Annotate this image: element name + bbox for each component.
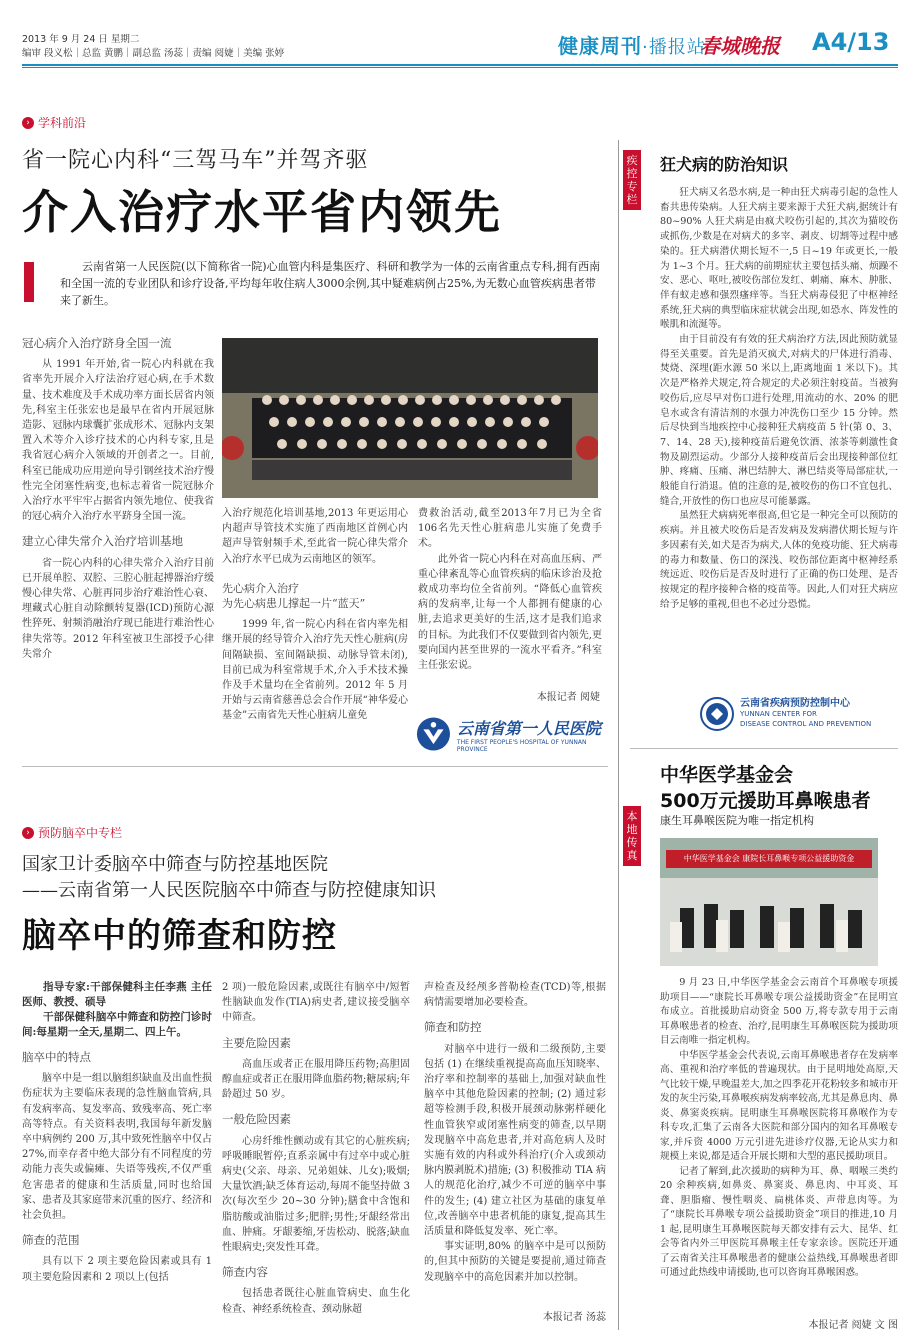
paragraph: 虽然狂犬病病死率很高,但它是一种完全可以预防的疾病。并且被犬咬伤后是否发病及发病潜伏期长短与许多因素有关,如犬是否为病犬,人体的免疫功能、狂犬病毒的毒力和数量、伤口的深浅、咬伤部位距离中枢神经系统远近、咬伤后是否及时进行了正确的伤口处理、是否按规定的程序接种合格的疫苗等。因此,人们对狂犬病应给予足够的重视,但也不必过分恐慌。 [660,510,898,610]
paragraph: 具有以下 2 项主要危险因素或具有 1 项主要危险因素和 2 项以上(包括 [22,1256,212,1283]
chevron-right-icon: › [22,827,34,839]
paragraph: 省一院心内科的心律失常介入治疗目前已开展单腔、双腔、三腔心脏起搏器治疗缓慢心律失常、心脏再同步治疗难治性心衰、埋藏式心脏自动除颤转复器(ICD)预防心源性猝死、射频消融治疗现已能进行难治性心律失常等。2012 年科室被卫生部授予心律失常介 [22,557,214,660]
article-divider [22,766,608,767]
paragraph: 包括患者既往心脏血管病史、血生化检查、神经系统检查、颈动脉超 [222,1288,410,1315]
sidebar2-body [660,976,898,1281]
section-heading: 一般危险因素 [222,1112,291,1127]
article1-col1 [22,336,214,662]
article2-col2 [222,980,410,1317]
cdc-logo [700,697,871,731]
sidebar1-title: 狂犬病的防治知识 [660,155,789,174]
article2-subtitle-line1: 国家卫计委脑卒中筛查与防控基地医院 [22,854,328,875]
article2-byline: 本报记者 汤蕊 [542,1312,606,1323]
section-tag-frontier [22,114,86,131]
sidebar-divider [630,748,898,749]
header-rule-thin [22,67,898,68]
page-number: A4/13 [812,28,890,56]
header-date: 2013 年 9 月 24 日 星期二 [22,34,140,45]
hospital-emblem-icon [416,715,451,753]
paragraph: 从 1991 年开始,省一院心内科就在我省率先开展介入疗法治疗冠心病,在手术数量、技术难度及手术成功率方面长居省内领先,科室主任张宏也是最早在省内开展冠脉造影、冠脉内球囊扩张成形术、冠脉内支架置入术等介入诊疗技术的心内科专家,且是我省冠心病介入领域的开创者之一。目前,科室已能成功应用逆向导引钢丝技术治疗慢性完全闭塞性病变,也标志着省一院冠脉介入治疗水平牢牢占据省内领先地位、使我省的冠心病介入治疗水平跻身全国一流。 [22,359,214,523]
cdc-name-en2: DISEASE CONTROL AND PREVENTION [740,720,872,728]
sidebar-tab-cdc: 疾控专栏 [623,150,641,210]
cdc-name: 云南省疾病预防控制中心 [740,698,850,709]
paragraph: 事实证明,80% 的脑卒中是可以预防的,但其中预防的关键是要提前,通过筛查发现脑卒中的高危因素并加以控制。 [424,1241,606,1283]
paragraph: 2 项)一般危险因素,或既往有脑卒中/短暂性脑缺血发作(TIA)病史者,建议接受脑卒中筛查。 [222,982,410,1024]
column-divider [618,140,619,1330]
section-heading: 先心病介入治疗 [222,581,299,595]
photo-banner-text: 中华医学基金会 康院长耳鼻喉专项公益援助资金 [683,854,855,863]
cdc-emblem-icon [700,697,734,731]
event-photo [660,838,878,966]
chevron-right-icon: › [22,117,34,129]
cdc-name-en1: YUNNAN CENTER FOR [740,710,817,718]
header-meta [22,33,284,61]
expert-info: 指导专家:干部保健科主任李燕 主任医师、教授、硕导 [22,981,212,1008]
sidebar2-title1: 中华医学基金会 [660,764,794,786]
paragraph: 费救治活动,截至2013年7月已为全省106名先天性心脏病患儿实施了免费手术。 [418,508,602,550]
header-brand [558,30,706,59]
paragraph: 中华医学基金会代表说,云南耳鼻喉患者存在发病率高、重视和治疗率低的普遍现状。由于昆明地处高原,天气比较干燥,早晚温差大,加之四季花开花粉较多和城市开发的灰尘污染,耳鼻喉疾病发病率较高,尤其是鼻息肉、鼻炎、鼻窦炎疾病。昆明康生耳鼻喉医院将耳鼻喉作为专科专攻,汇集了云南各大医院和部分国内的知名耳鼻喉专家,并斥资 4000 万元引进先进诊疗仪器,无论从实力和规模上来说,都是适合开展长期和大型的惠民援助项目。 [660,1049,898,1162]
article2-col1 [22,980,212,1285]
paragraph: 1999 年,省一院心内科在省内率先相继开展的经导管介入治疗先天性心脏病(房间隔缺损、室间隔缺损、动脉导管未闭),目前已成为科室常规手术,介入手术技术操作及手术量均在全省前列。2012 年 5 月开始与云南省慈善总会合作开展“神华爱心基金”云南省先天性心脏病儿童免 [222,619,408,722]
article2-subtitle-line2: ——云南省第一人民医院脑卒中筛查与防控健康知识 [22,880,436,901]
article2-subtitle [22,852,436,904]
section-heading: 筛查和防控 [424,1020,482,1035]
article1-byline: 本报记者 阅婕 [536,692,600,703]
section-heading: 冠心病介入治疗跻身全国一流 [22,336,172,350]
group-photo-art [222,338,598,498]
brand-sub: ·播报站 [642,37,706,58]
paragraph: 由于目前没有有效的狂犬病治疗方法,因此预防就显得至关重要。首先是消灭疯犬,对病犬的尸体进行消毒、焚烧、深埋(距水源 50 米以上,距离地面 1 米以下)。其次是严格养犬规定,符合规定的犬必须注射疫苗。当被狗咬伤后,应尽早对伤口进行处理,用流动的水、20% 的肥皂水或含有清洁剂的水强力冲洗伤口至少 15 分钟。然后尽快到当地疾控中心接种狂犬病疫苗 5 针(第 0、3、7、14、28 天),接种疫苗后避免饮酒、浓茶等刺激性食物及剧烈运动。少部分人接种疫苗后会出现接种部位红肿、疼痛、压痛、淋巴结肿大、淋巴结炎等局部症状,一般能自行消退。值的注意的是,被咬伤的伤口不宜包扎、缝合,开放性的伤口也应尽可能暴露。 [660,334,898,507]
sidebar-tab-local: 本地传真 [623,806,641,866]
article1-subtitle: 省一院心内科“三驾马车”并驾齐驱 [22,148,369,173]
group-photo [222,338,598,498]
section-heading: 脑卒中的特点 [22,1050,91,1064]
hospital-name: 云南省第一人民医院 [456,718,601,738]
paragraph: 记者了解到,此次援助的病种为耳、鼻、咽喉三类约 20 余种疾病,如鼻炎、鼻窦炎、鼻息肉、中耳炎、耳聋、胆脂瘤、慢性咽炎、扁桃体炎、声带息肉等。为了“康院长耳鼻喉专项公益援助资金”项目的推进,10 月 1 起,昆明康生耳鼻喉医院每天都安排有云大、昆华、红会等省内外三甲医院耳鼻喉主任专家亲诊。医院还开通了云南省关注耳鼻喉患者的健康公益热线,耳鼻喉患者即可通过此热线申请援助,也可以咨询耳鼻喉困惑。 [660,1165,898,1278]
article2-title: 脑卒中的筛查和防控 [22,916,337,956]
hospital-name-en: THE FIRST PEOPLE'S HOSPITAL OF YUNNAN PROVINCE [456,738,587,753]
paragraph: 狂犬病又名恐水病,是一种由狂犬病毒引起的急性人畜共患传染病。人狂犬病主要来源于犬狂犬病,据统计有 80~90% 人狂犬病是由疯犬咬伤引起的,其次为猫咬伤或抓伤,少数是在对病犬的多宰、剥皮、切割等过程中感染的。狂犬病潜伏期长短不一,5 日~19 年或更长,一般为 1~3 个月。狂犬病的前期症状主要包括头痛、烦躁不安、恶心、呕吐,被咬伤部位发红、刺痛、麻木、肿胀、伴有蚁走感和强烈瘙痒等。当狂犬病毒侵犯了中枢神经系统,狂犬病的典型临床症状就会出现,如恐水、阵发性的喉肌和流涎等。 [660,187,898,331]
paragraph: 心房纤维性颤动或有其它的心脏疾病;呼吸睡眠暂停;直系亲属中有过卒中或心脏病史(父亲、母亲、兄弟姐妹、儿女);吸烟;大量饮酒;缺乏体育运动,每周不能坚持做 3 次(每次至少 20~30 分钟);膳食中含饱和脂肪酸或油脂过多;肥胖;男性;牙龈经常出血、肿痛。牙龈萎缩,牙齿松动、脱落;缺血性眼病史;突发性耳聋。 [222,1135,410,1254]
hospital-logo [416,714,606,754]
paragraph: 入治疗规范化培训基地,2013 年更运用心内超声导管技术实施了西南地区首例心内超声导管射频手术,至此省一院心律失常介入治疗水平已成为云南地区的领军。 [222,508,408,565]
article1-col2 [222,506,408,724]
brand-name: 健康周刊 [558,34,642,58]
sidebar2-byline: 本报记者 阅婕 文 图 [808,1320,898,1331]
section-heading: 建立心律失常介入治疗培训基地 [22,534,183,549]
section-heading: 为先心病患儿撑起一片“蓝天” [222,597,366,611]
section-heading: 主要危险因素 [222,1035,291,1050]
section-tag-label: 学科前沿 [38,116,87,130]
sidebar1-body [660,186,898,612]
paragraph: 此外省一院心内科在对高血压病、严重心律紊乱等心血管疾病的临床诊治及抢救成功率均位全省前列。“降低心血管疾病的发病率,让每一个人都拥有健康的心脏,去追求更美好的生活,这才是我们追求的目标。为此我们不仅要做到省内领先,更要向国内甚至世界的一流水平看齐。”科室主任张宏说。 [418,553,602,672]
section-heading: 筛查的范围 [22,1233,80,1248]
sidebar2-subtitle: 康生耳鼻喉医院为唯一指定机构 [660,814,814,827]
newspaper-logo: 春城晚报 [700,34,780,58]
article1-col3 [418,506,602,673]
section-heading: 筛查内容 [222,1265,268,1280]
sidebar2-title2: 500万元援助耳鼻喉患者 [660,790,871,812]
article1-title: 介入治疗水平省内领先 [22,185,502,239]
paragraph: 脑卒中是一组以脑组织缺血及出血性损伤症状为主要临床表现的急性脑血管病,具有发病率高、复发率高、致残率高、死亡率高等特点。有关资料表明,我国每年新发脑卒中病例约 200 万,其中致死性脑卒中仅占 27%,而幸存者中绝大部分有不同程度的劳动能力丧失或偏瘫、失语等残疾,不仅严重危害患者的健康和生活质量,同时也给国家、患者及其家庭带来沉重的医疗、经济和社会负担。 [22,1073,212,1222]
paragraph: 高血压或者正在服用降压药物;高胆固醇血症或者正在服用降血脂药物;糖尿病;年龄超过 50 岁。 [222,1058,410,1101]
clinic-info: 干部保健科脑卒中筛查和防控门诊时间:每星期一全天,星期二、四上午。 [22,1011,212,1038]
paragraph: 对脑卒中进行一级和二级预防,主要包括 (1) 在继续重视提高高血压知晓率、治疗率和控制率的基础上,加强对缺血性脑卒中其他危险因素的控制; (2) 通过彩超等检测手段,积极开展颈动脉粥样硬化性血管狭窄或闭塞性病变的筛查,以早期发现脑卒中高危患者,并对高危病人及时实施有效的内科或外科治疗(介入或颈动脉内膜剥脱术)措施; (3) 积极推动 TIA 病人的规范化治疗,减少不可逆的脑卒中事件的发生; (4) 建立社区为基础的康复单位,改善脑卒中患者机能的康复,提高其生活质量和降低复发率、死亡率。 [424,1043,606,1238]
lead-marker [24,262,34,302]
article1-lead: 云南省第一人民医院(以下简称省一院)心血管内科是集医疗、科研和教学为一体的云南省重点专科,拥有西南和全国一流的专业团队和诊疗设备,平均每年收住病人3000余例,其中疑难病例占25%,为无数心血管疾病患者带来了新生。 [60,260,601,307]
header-editors: 编审 段义松｜总监 黄鹏｜副总监 汤蕊｜责编 阅婕｜美编 张婷 [22,48,285,59]
section-tag-label: 预防脑卒中专栏 [38,826,123,840]
paragraph: 声检查及经颅多普勒检查(TCD)等,根据病情需要增加必要检查。 [424,982,606,1009]
section-tag-stroke [22,824,122,841]
paragraph: 9 月 23 日,中华医学基金会云南首个耳鼻喉专项援助项目——“康院长耳鼻喉专项公益援助资金”在昆明宣布成立。首批援助启动资金 500 万,将专款专用于云南耳鼻喉患者的检查、治疗,昆明康生耳鼻喉医院为援助项目云南唯一指定机构。 [660,977,898,1046]
article2-col3 [424,980,606,1285]
header-rule [22,64,898,66]
